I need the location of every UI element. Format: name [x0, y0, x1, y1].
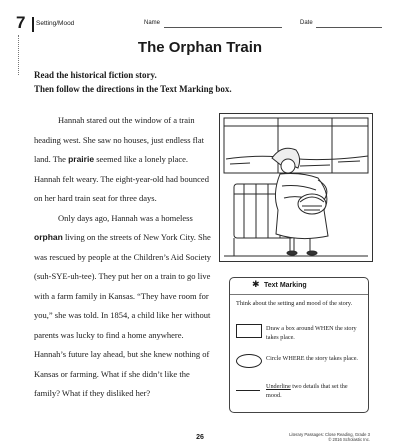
star-icon: ✱: [252, 280, 260, 290]
text-marking-item-1: Draw a box around WHEN the story takes place.: [266, 325, 357, 341]
text-marking-intro: Think about the setting and mood of the story.: [236, 300, 353, 307]
text-marking-box: [229, 277, 369, 413]
page-number: 26: [196, 434, 204, 441]
date-field[interactable]: [316, 27, 382, 28]
vocab-word-prairie: prairie: [68, 154, 95, 164]
text-marking-title: Text Marking: [264, 282, 307, 289]
story-paragraph-2: Only days ago, Hannah was a homeless orphan living on the streets of New York City. She was rescued by people at the Children’s Aid Society (suh-SYE-uh-tee). They put her on a train to go live with a farm family in Kansas. “They have room for you,” she was told. In 1854, a child like her without parents was lucky to find a home anywhere. Hannah’s future lay ahead, but she knew nothing of Kansas or farming. What if she didn’t like the family? What if they disliked her?: [34, 212, 212, 398]
story-text: [34, 111, 214, 404]
text-marking-header: [230, 278, 368, 295]
footer-credits: Literary Passages: Close Reading, Grade 3 © 2016 Scholastic Inc.: [289, 432, 370, 442]
name-label: Name: [144, 20, 161, 26]
vocab-word-orphan: orphan: [34, 232, 63, 242]
page-title: The Orphan Train: [137, 39, 263, 56]
instruction-line-2: Then follow the directions in the Text Marking box.: [34, 84, 232, 94]
text-marking-item-2: Circle WHERE the story takes place.: [266, 355, 358, 362]
page-header: [16, 14, 382, 34]
unit-label: Setting/Mood: [36, 20, 75, 27]
circle-symbol-icon: [236, 354, 262, 368]
name-field[interactable]: [164, 27, 282, 28]
date-label: Date: [300, 20, 313, 26]
underline-symbol-icon: [236, 390, 260, 391]
girl-on-train-illustration: [220, 114, 372, 261]
unit-number: 7: [16, 13, 26, 32]
story-illustration: [219, 113, 373, 262]
box-symbol-icon: [236, 324, 262, 338]
text-marking-item-3: Underline two details that set the mood.: [266, 383, 348, 399]
story-paragraph-1: Hannah stared out the window of a train heading west. She saw no houses, just endless flat land. The prairie seemed like a lonely place. Hannah felt weary. The eight-year-old had bounced on her hard train seat for three days.: [34, 115, 209, 203]
unit-divider: [32, 17, 34, 32]
instruction-line-1: Read the historical fiction story.: [34, 70, 157, 80]
